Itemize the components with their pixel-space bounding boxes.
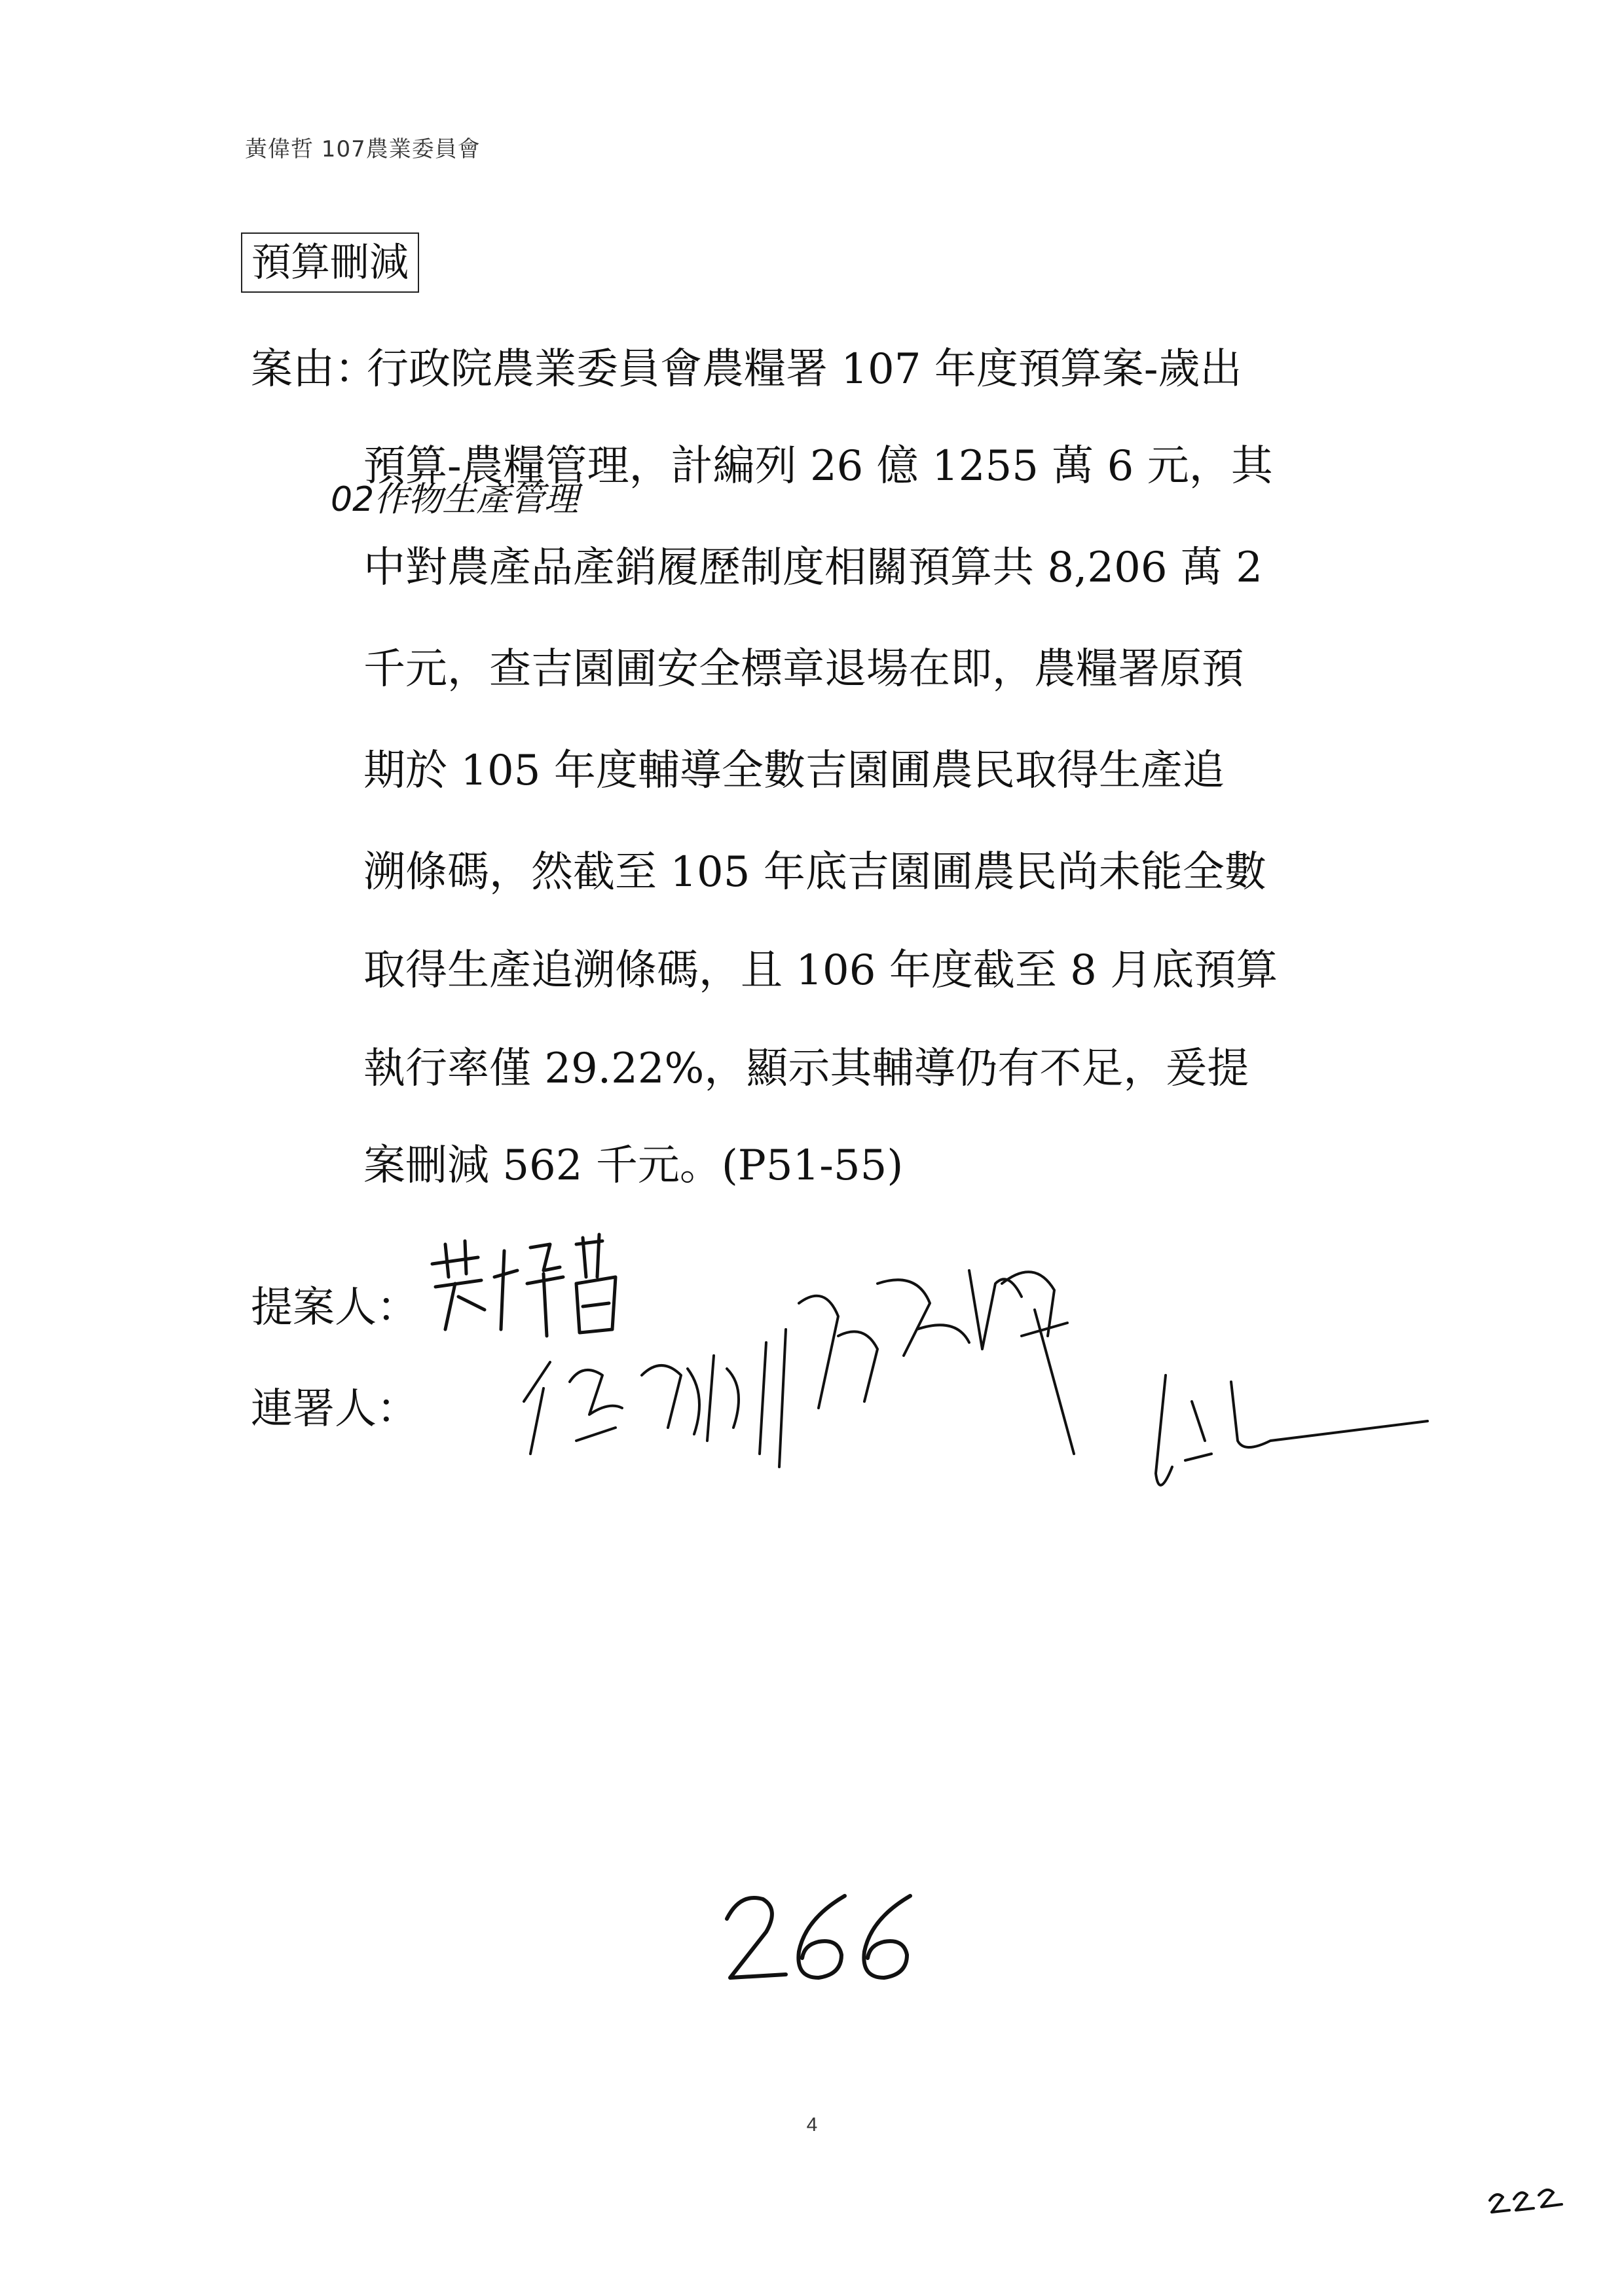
- cosigner-signatures: [511, 1244, 1441, 1585]
- case-line-6: 溯條碼，然截至 105 年底吉園圃農民尚未能全數: [363, 848, 1266, 897]
- case-line-2: 預算-農糧管理，計編列 26 億 1255 萬 6 元，其: [363, 442, 1273, 491]
- handwritten-number: [720, 1879, 930, 1991]
- handwritten-annotation: 02作物生產管理: [331, 480, 579, 519]
- case-line-5: 期於 105 年度輔導全數吉園圃農民取得生產追: [363, 747, 1225, 795]
- page-header: 黃偉哲 107農業委員會: [245, 136, 481, 162]
- proposer-label: 提案人：: [251, 1284, 418, 1332]
- page-number: 4: [806, 2114, 818, 2136]
- case-label: 案由：: [251, 345, 377, 394]
- case-line-8: 執行率僅 29.22%，顯示其輔導仍有不足，爰提: [363, 1045, 1249, 1093]
- case-line-9: 案刪減 562 千元。(P51-55): [363, 1141, 904, 1190]
- case-line-3: 中對農產品產銷履歷制度相關預算共 8,206 萬 2: [363, 544, 1263, 592]
- category-tag: 預算刪減: [241, 232, 419, 293]
- cosigner-label: 連署人：: [251, 1385, 418, 1434]
- case-line-1: 行政院農業委員會農糧署 107 年度預算案-歲出: [367, 345, 1242, 394]
- case-line-7: 取得生產追溯條碼，且 106 年度截至 8 月底預算: [363, 946, 1278, 995]
- case-line-4: 千元，查吉園圃安全標章退場在即，農糧署原預: [363, 645, 1244, 694]
- corner-mark: [1486, 2181, 1565, 2220]
